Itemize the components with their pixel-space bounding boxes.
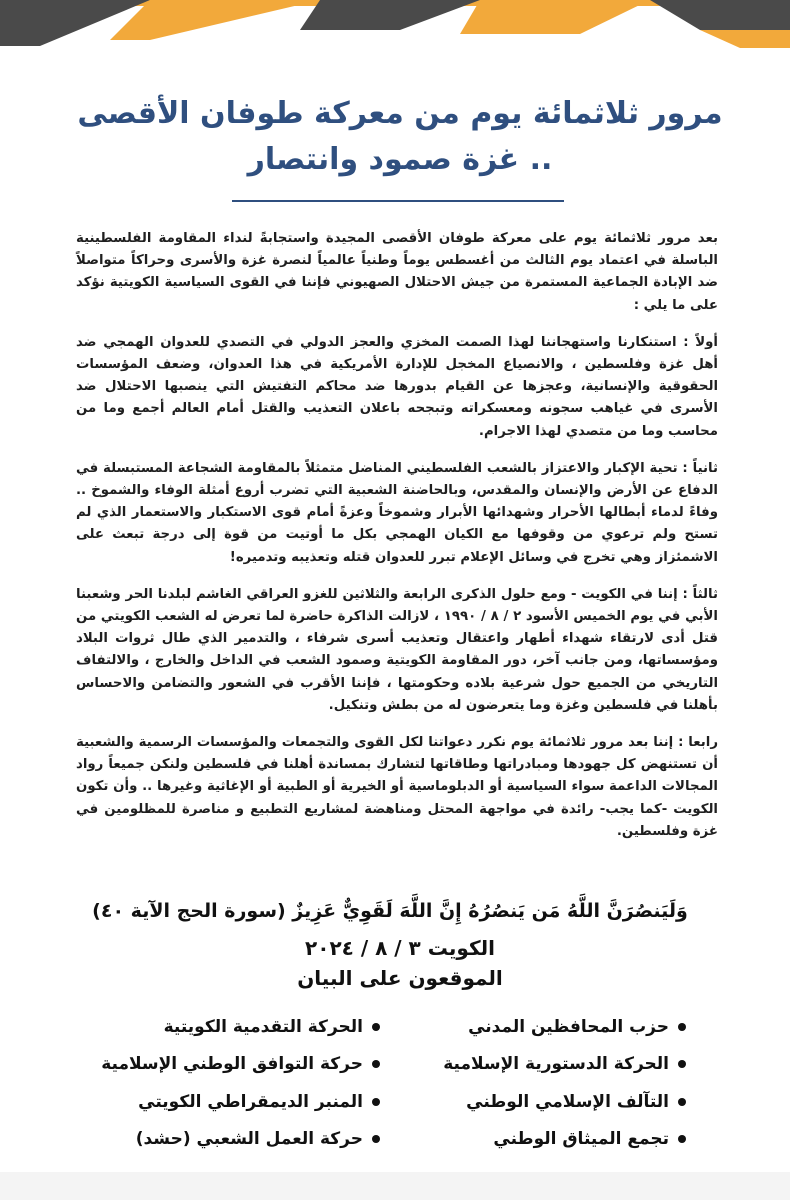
paragraph-first: أولاً : استنكارنا واستهجاننا لهذا الصمت المخزي والعجز الدولي في التصدي للعدوان الهمجي ضد أهل غزة وفلسطين ، والانصياع المخجل للإدارة الأمريكية في هذا العدوان، وضعف المؤسسات الحقوقية والإنسانية، وعجزها عن القيام بدورها ضد محاكم التفتيش التي ينصبها الاحتلال ضد الأسرى في غياهب سجونه ومعسكراته وتبجحه باعلان التعذيب والقتل أمام العالم أجمع وما من محاسب وما من متصدي لهذا الاجرام. [76,334,718,439]
quran-verse: وَلَيَنصُرَنَّ اللَّهُ مَن يَنصُرُهُ إِنَّ اللَّهَ لَقَوِيٌّ عَزِيزٌ (سورة الحج الآية ٤٠) [92,900,688,922]
signatory-name: الحركة الدستورية الإسلامية [443,1054,669,1074]
intro-paragraph: بعد مرور ثلاثمائة يوم على معركة طوفان الأقصى المجيدة واستجابةً لنداء المقاومة الفلسطينية الباسلة في اعتماد يوم الثالث من أغسطس يوماً وطنياً عالمياً لنصرة غزة والأسرى وحراكاً متواصلاً ضد الإبادة الجماعية المستمرة من جيش الاحتلال الصهيوني فإننا في القوى السياسية الكويتية نؤكد على ما يلي : [76,231,718,313]
bullet-icon [372,1135,380,1143]
bullet-icon [372,1023,380,1031]
title-divider [232,200,564,202]
statement-date: الكويت ٣ / ٨ / ٢٠٢٤ [305,936,495,960]
statement-body [76,228,718,851]
signatory-name: حزب المحافظين المدني [468,1017,669,1037]
paragraph-fourth: رابعا : إننا بعد مرور ثلاثمائة يوم نكرر دعواتنا لكل القوى والتجمعات والمؤسسات الرسمية والشعبية أن تستنهض كل جهودها ومبادراتها وطاقاتها لتشارك بمساندة أهلنا في فلسطين ولنكن جميعاً رواد المجالات الداعمة سواء السياسية أو الدبلوماسية أو الخيرية أو الطبية أو الإغاثية وغيرها .. وأن تكون الكويت -كما يجب- رائدة في مواجهة المحتل ومناهضة لمشاريع التطبيع و مناصرة للمظلومين في غزة وفلسطين. [76,735,718,839]
signatories-heading: الموقعون على البيان [297,966,503,990]
signatory-name: حركة العمل الشعبي (حشد) [135,1129,363,1149]
paragraph-second: ثانياً : تحية الإكبار والاعتزاز بالشعب الفلسطيني المناضل متمثلاً بالمقاومة الشجاعة المستبسلة في الدفاع عن الأرض والإنسان والمقدس، وبالحاضنة الشعبية التي تضرب أروع أمثلة الوفاء والشموخ .. وفاءً لدماء أبطالها الأحرار وشهدائها الأبرار وشموخاً وعزةً أمام قوى الاستكبار والاستعمار الذي لم تستح ولم ترعوي من وقوفها مع الكيان الهمجي بكل ما أوتيت من قوة إلى درجة تبعث على الاشمئزاز وهي تخرج في وسائل الإعلام تبرر للعدوان قتله وتعذيبه وتدميره! [76,460,718,565]
signatory-item [80,1092,380,1112]
signatory-item [80,1129,380,1149]
signatory-item [386,1129,686,1149]
signatory-name: تجمع الميثاق الوطني [493,1129,669,1149]
signatory-name: التآلف الإسلامي الوطني [466,1092,669,1112]
signatory-name: الحركة التقدمية الكويتية [163,1017,363,1037]
bullet-icon [678,1098,686,1106]
signatory-item [386,1017,686,1037]
signatory-item [386,1054,686,1074]
bullet-icon [678,1023,686,1031]
signatory-item [386,1092,686,1112]
bullet-icon [678,1060,686,1068]
title-line-2: .. غزة صمود وانتصار [247,142,553,177]
paragraph-third: ثالثاً : إننا في الكويت - ومع حلول الذكرى الرابعة والثلاثين للغزو العراقي الغاشم لبلدنا الحر وشعبنا الأبي في يوم الخميس الأسود ٢ / ٨ / ١٩٩٠ ، لازالت الذاكرة حاضرة لما تعرض له الشعب الكويتي من قتل أدى لارتقاء شهداء أطهار واعتقال وتعذيب أسرى شرفاء ، والتدمير الذي طال ثروات البلاد ومؤسساتها، ومن جانب آخر، دور المقاومة الكويتية وصمود الشعب في الداخل والخارج ، والالتفاف التاريخي من الجميع حول شرعية بلاده وحكومتها ، فإننا الأقرب في الشعور والتضامن والاحساس بأهلنا في فلسطين وغزة وما يتعرضون له من بطش وتنكيل. [76,586,718,713]
bullet-icon [678,1135,686,1143]
signatory-name: حركة التوافق الوطني الإسلامية [101,1054,363,1074]
signatory-item [80,1017,380,1037]
footer-strip [0,1172,790,1200]
signatory-name: المنبر الديمقراطي الكويتي [138,1092,363,1112]
bullet-icon [372,1098,380,1106]
bullet-icon [372,1060,380,1068]
header-decor-band [0,0,790,60]
signatory-item [80,1054,380,1074]
title-line-1: مرور ثلاثمائة يوم من معركة طوفان الأقصى [77,96,723,131]
